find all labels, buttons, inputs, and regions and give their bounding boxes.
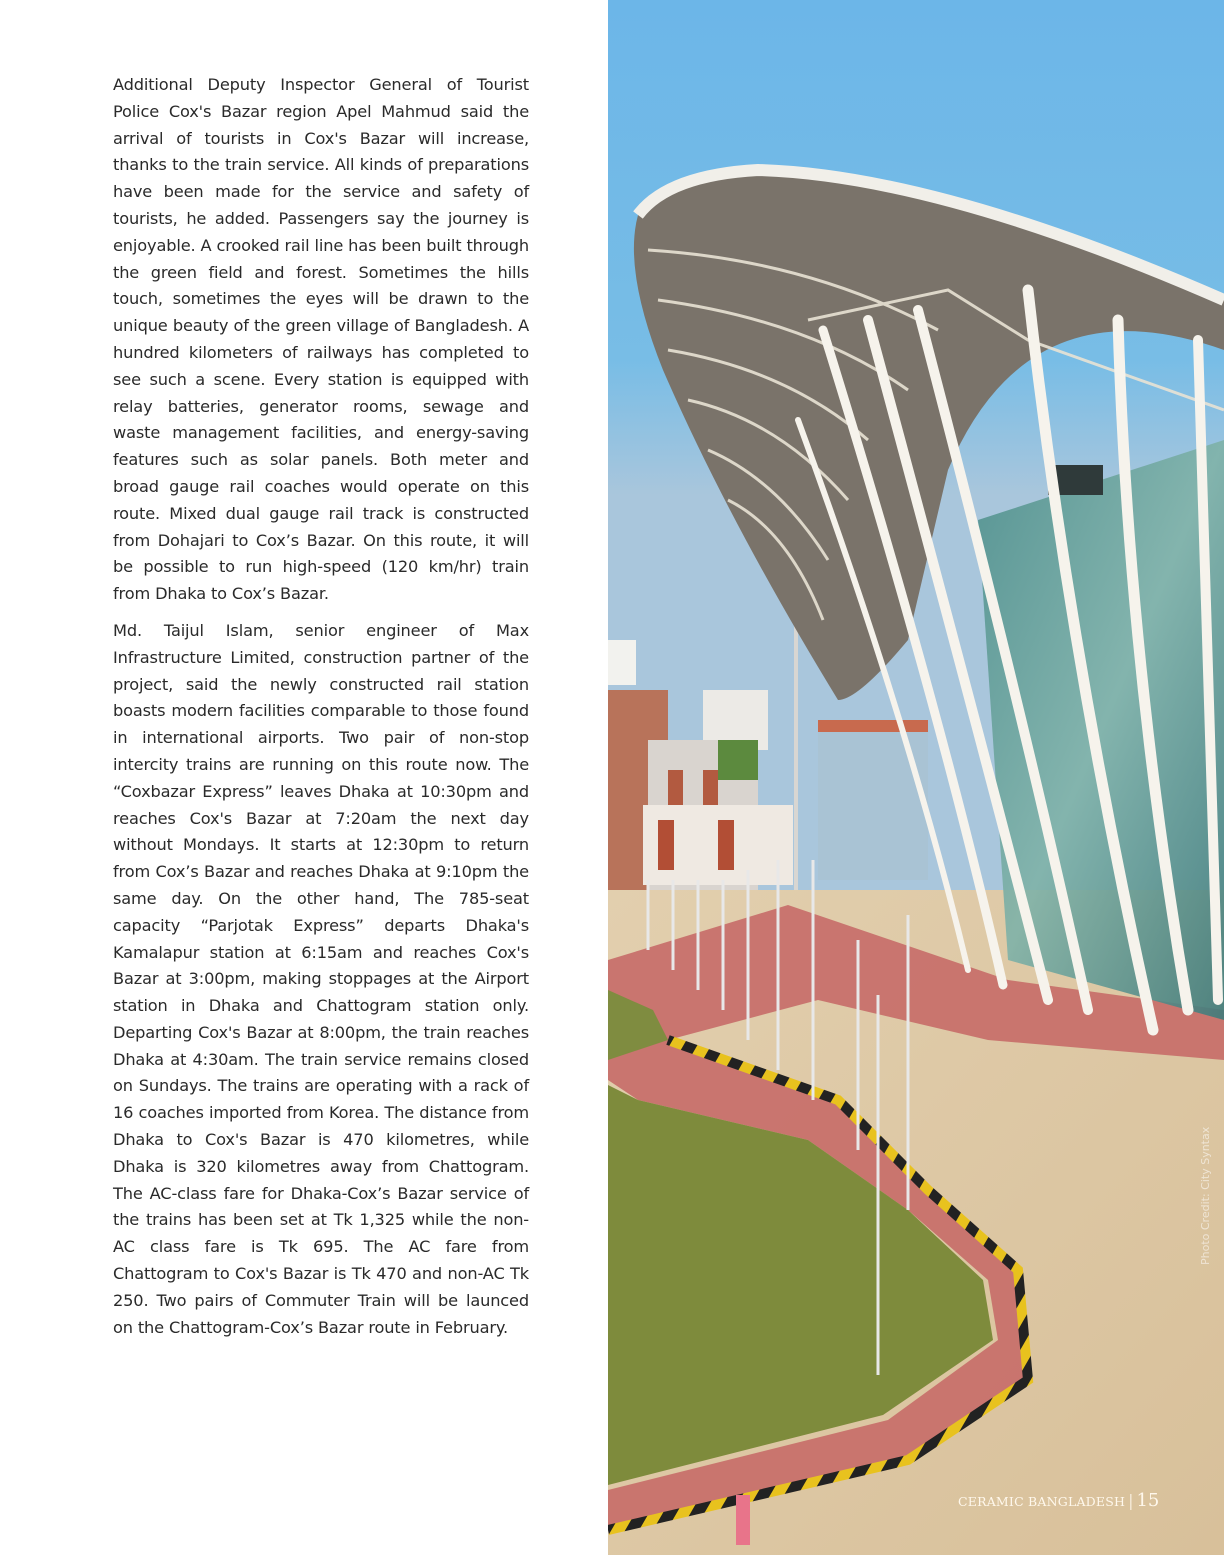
station-photo xyxy=(608,0,1224,1555)
photo-credit: Photo Credit: City Syntax xyxy=(1199,1126,1212,1265)
magazine-name: CERAMIC BANGLADESH xyxy=(958,1494,1126,1509)
glass-facade xyxy=(978,440,1224,1020)
footer-separator: | xyxy=(1128,1491,1134,1510)
page-number: 15 xyxy=(1136,1490,1160,1511)
station-photo-illustration xyxy=(608,0,1224,1555)
article-paragraph: Md. Taijul Islam, senior engineer of Max Infrastructure Limited, construction partner of the project, said the newly constructed rail station boasts modern facilities comparable to those found in international airports. Two pair of non-stop intercity trains are running on this route now. The “Coxbazar Express” leaves Dhaka at 10:30pm and reaches Cox's Bazar at 7:20am the next day without Mondays. It starts at 12:30pm to return from Cox’s Bazar and reaches Dhaka at 9:10pm the same day. On the other hand, The 785-seat capacity “Parjotak Express” departs Dhaka's Kamalapur station at 6:15am and reaches Cox's Bazar at 3:00pm, making stoppages at the Airport station in Dhaka and Chattogram station only. Departing Cox's Bazar at 8:00pm, the train reaches Dhaka at 4:30am. The train service remains closed on Sundays. The trains are operating with a rack of 16 coaches imported from Korea. The distance from Dhaka to Cox's Bazar is 470 kilometres, while Dhaka is 320 kilometres away from Chattogram. The AC-class fare for Dhaka-Cox’s Bazar service of the trains has been set at Tk 1,325 while the non-AC class fare is Tk 695. The AC fare from Chattogram to Cox's Bazar is Tk 470 and non-AC Tk 250. Two pairs of Commuter Train will be launced on the Chattogram-Cox’s Bazar route in February. xyxy=(113,620,529,1337)
article-paragraph: Additional Deputy Inspector General of Tourist Police Cox's Bazar region Apel Mahmud said the arrival of tourists in Cox's Bazar will increase, thanks to the train service. All kinds of preparations have been made for the service and safety of tourists, he added. Passengers say the journey is enjoyable. A crooked rail line has been built through the green field and forest. Sometimes the hills touch, sometimes the eyes will be drawn to the unique beauty of the green village of Bangladesh. A hundred kilometers of railways has completed to see such a scene. Every station is equipped with relay batteries, generator rooms, sewage and waste management facilities, and energy-saving features such as solar panels. Both meter and broad gauge rail coaches would operate on this route. Mixed dual gauge rail track is constructed from Dohajari to Cox’s Bazar. On this route, it will be possible to run high-speed (120 km/hr) train from Dhaka to Cox’s Bazar. xyxy=(113,75,529,604)
article-body xyxy=(113,72,529,1351)
traffic-cone xyxy=(736,1495,750,1545)
page-footer xyxy=(958,1490,1159,1511)
